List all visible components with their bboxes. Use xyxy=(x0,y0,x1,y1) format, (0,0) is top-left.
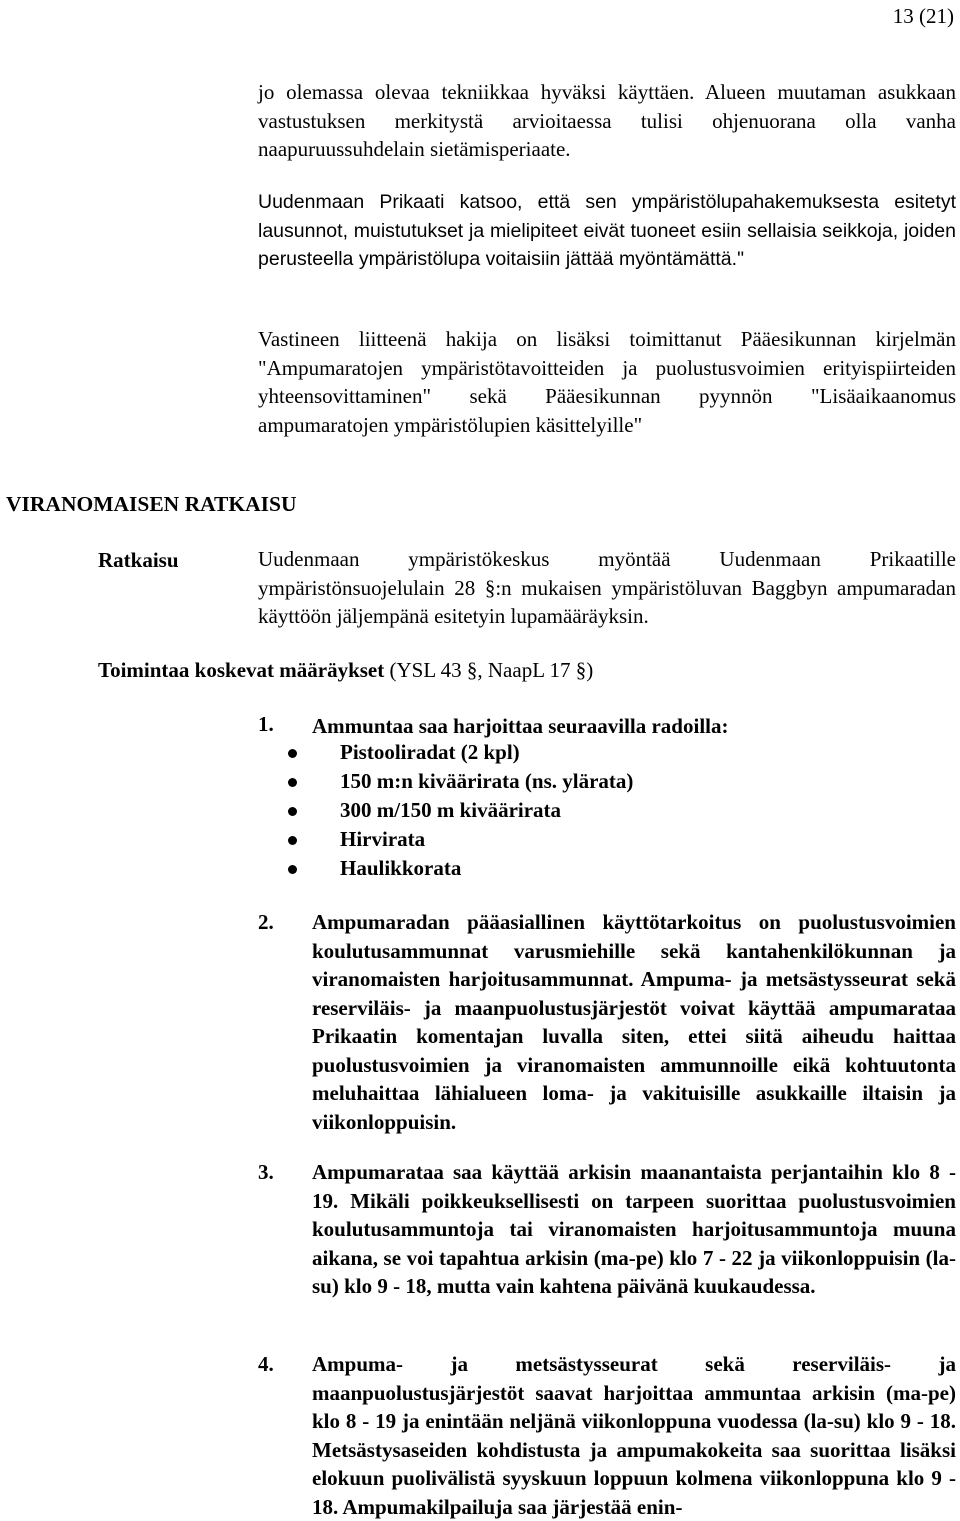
range-item: 150 m:n kiväärirata (ns. ylärata) xyxy=(340,769,634,793)
paragraph-2: Uudenmaan Prikaati katsoo, että sen ympäristölupahakemuksesta esitetyt lausunnot, muistutukset ja mielipiteet eivät tuoneet esiin sellaisia seikkoja, joiden perusteella ympäristölupa voitaisiin jättää myöntämättä." xyxy=(258,191,956,270)
section-heading: VIRANOMAISEN RATKAISU xyxy=(6,492,297,516)
range-item: Hirvirata xyxy=(340,827,426,851)
bullet-icon xyxy=(288,749,297,758)
decision-text: Uudenmaan ympäristökeskus myöntää Uudenmaan Prikaatille ympäristönsuojelulain 28 §:n mukaisen ympäristöluvan Baggbyn ampumaradan käyttöön jäljempänä esitetyin lupamääräyksin. xyxy=(258,547,956,628)
bullet-icon xyxy=(288,865,297,874)
item-text: Ampumaradan pääasiallinen käyttötarkoitus on puolustusvoimien koulutusammunnat varusmiehille sekä kantahenkilökunnan ja viranomaisten harjoitusammunnat. Ampuma- ja metsästysseurat sekä reserviläis- ja maanpuolustusjärjestöt voivat käyttää ampumarataa Prikaatin komentajan luvalla siten, ettei siitä aiheudu haittaa puolustusvoimien ja viranomaisten ammunnoille eikä kohtuutonta meluhaittaa lähialueen loma- ja vakituisille asukkaille iltaisin ja viikonloppuisin. xyxy=(312,910,956,1134)
item-text: Ampumarataa saa käyttää arkisin maanantaista perjantaihin klo 8 - 19. Mikäli poikkeuksellisesti on tarpeen suorittaa puolustusvoimien koulutusammuntoja tai viranomaisten harjoitusammuntoja muuna aikana, se voi tapahtua arkisin (ma-pe) klo 7 - 22 ja viikonloppuisin (la-su) klo 9 - 18, mutta vain kahtena päivänä kuukaudessa. xyxy=(312,1160,956,1298)
page-number: 13 (21) xyxy=(892,4,954,28)
bullet-icon xyxy=(288,807,297,816)
regulations-heading-bold: Toimintaa koskevat määräykset xyxy=(98,658,385,682)
item-text: Ampuma- ja metsästysseurat sekä reserviläis- ja maanpuolustusjärjestöt saavat harjoittaa ammuntaa arkisin (ma-pe) klo 8 - 19 ja enintään neljänä viikonloppuna vuodessa (la-su) klo 9 - 18. Metsästysaseiden kohdistusta ja ampumakokeita saa suorittaa lisäksi elokuun puolivälistä syyskuun loppuun kolmena viikonloppuna klo 9 - 18. Ampumakilpailuja saa järjestää enin- xyxy=(312,1352,956,1519)
paragraph-1: jo olemassa olevaa tekniikkaa hyväksi käyttäen. Alueen muutaman asukkaan vastustuksen merkitystä arvioitaessa tulisi ohjenuorana olla vanha naapuruussuhdelain sietämisperiaate. xyxy=(258,80,956,161)
item-number: 4. xyxy=(258,1352,274,1376)
decision-label: Ratkaisu xyxy=(98,548,179,572)
regulations-heading-rest: (YSL 43 §, NaapL 17 §) xyxy=(389,658,594,682)
bullet-icon xyxy=(288,836,297,845)
range-item: 300 m/150 m kiväärirata xyxy=(340,798,562,822)
item-number: 2. xyxy=(258,910,274,934)
item-number: 1. xyxy=(258,712,274,736)
item-number: 3. xyxy=(258,1160,274,1184)
paragraph-3: Vastineen liitteenä hakija on lisäksi toimittanut Pääesikunnan kirjelmän "Ampumaratojen ympäristötavoitteiden ja puolustusvoimien erityispiirteiden yhteensovittaminen" sekä Pääesikunnan pyynnön "Lisäaikaanomus ampumaratojen ympäristölupien käsittelyille" xyxy=(258,327,956,437)
range-item: Haulikkorata xyxy=(340,856,462,880)
regulations-heading xyxy=(98,658,593,683)
bullet-icon xyxy=(288,778,297,787)
range-item: Pistooliradat (2 kpl) xyxy=(340,740,520,764)
item-text: Ammuntaa saa harjoittaa seuraavilla radoilla: xyxy=(312,714,729,738)
